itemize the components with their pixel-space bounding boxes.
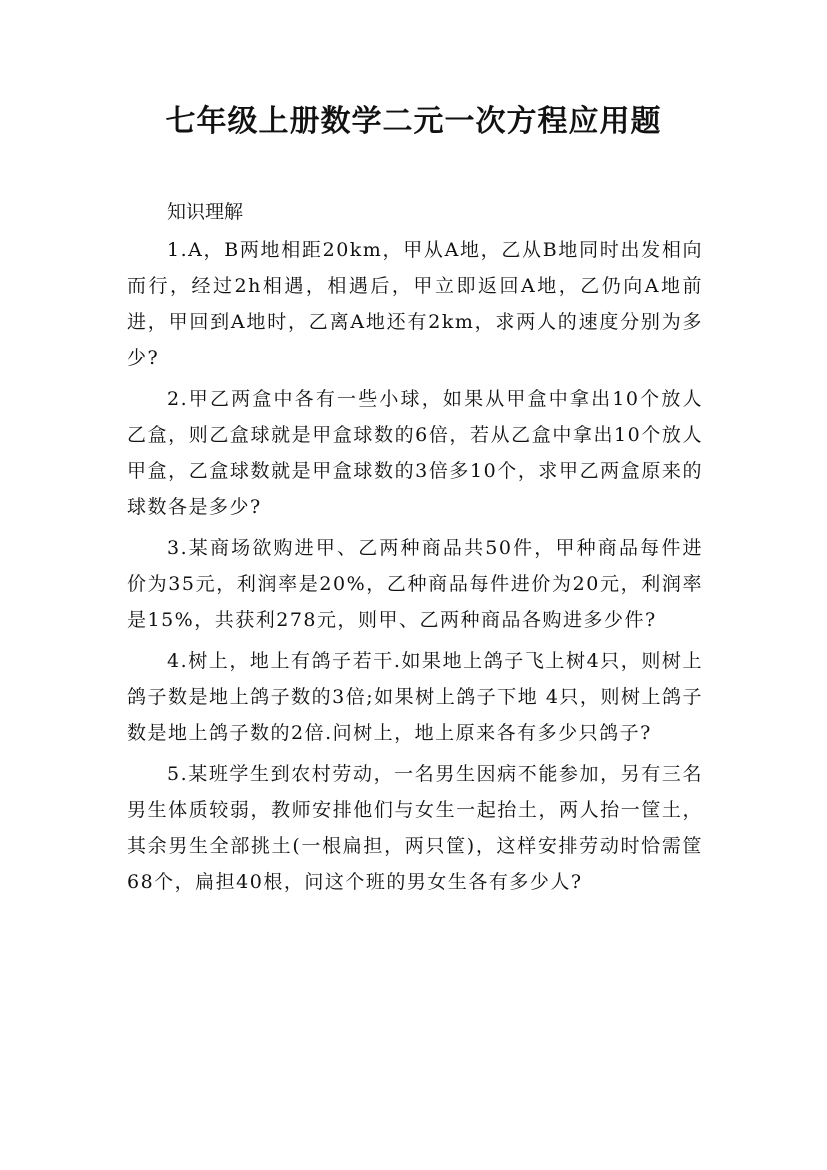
problem-1: 1.A，B两地相距20km，甲从A地，乙从B地同时出发相向而行，经过2h相遇，相遇后，甲立即返回A地，乙仍向A地前进，甲回到A地时，乙离A地还有2km，求两人的速度分别为多少? xyxy=(127,239,703,369)
problem-5: 5.某班学生到农村劳动，一名男生因病不能参加，另有三名男生体质较弱，教师安排他们与女生一起抬土，两人抬一筐土，其余男生全部挑土(一根扁担，两只筐)，这样安排劳动时恰需筐68个，扁担40根，问这个班的男女生各有多少人? xyxy=(127,763,703,893)
problem-4: 4.树上，地上有鸽子若干.如果地上鸽子飞上树4只，则树上鸽子数是地上鸽子数的3倍;如果树上鸽子下地 4只，则树上鸽子数是地上鸽子数的2倍.问树上，地上原来各有多少只鸽子? xyxy=(127,650,703,744)
document-body xyxy=(127,194,703,900)
section-heading: 知识理解 xyxy=(167,201,244,223)
problem-2: 2.甲乙两盒中各有一些小球，如果从甲盒中拿出10个放人乙盒，则乙盒球就是甲盒球数的6倍，若从乙盒中拿出10个放人甲盒，乙盒球数就是甲盒球数的3倍多10个，求甲乙两盒原来的球数各是多少? xyxy=(127,388,703,518)
problem-3: 3.某商场欲购进甲、乙两种商品共50件，甲种商品每件进价为35元，利润率是20%，乙种商品每件进价为20元，利润率是15%，共获利278元，则甲、乙两种商品各购进多少件? xyxy=(127,537,703,631)
page-title: 七年级上册数学二元一次方程应用题 xyxy=(165,104,662,139)
